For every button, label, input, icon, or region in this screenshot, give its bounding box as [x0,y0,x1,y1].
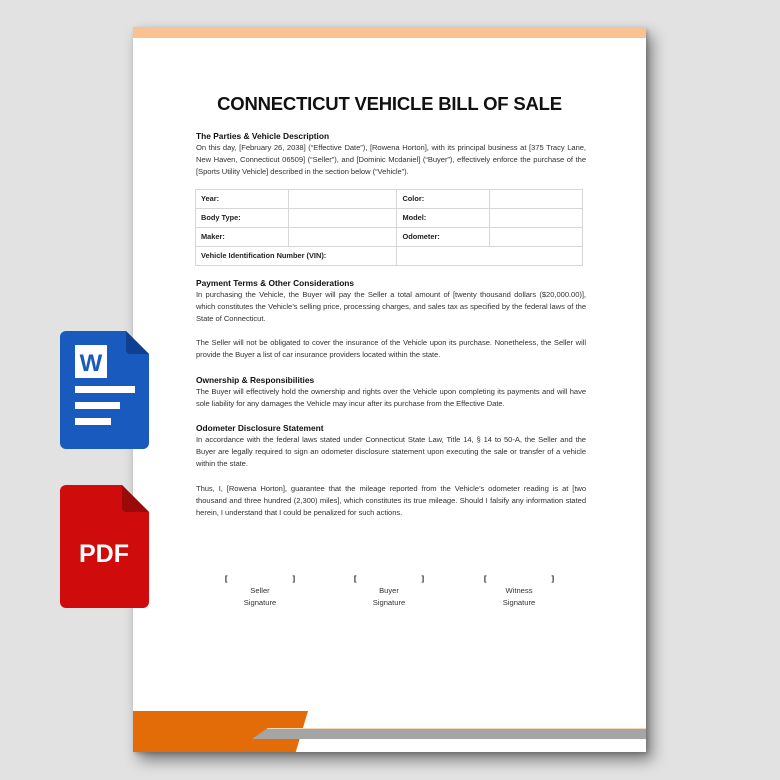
table-label-body-type: Body Type: [196,208,289,227]
signature-role: Witness [505,586,533,595]
table-label-maker: Maker: [196,227,289,246]
section-paragraph: On this day, [February 26, 2038] (“Effective Date”), [Rowena Horton], with its principal business at [375 Tracy Lane, New Haven, Connecticut 06509] (“Seller”), and [Dominic Mcdaniel] (“Buyer”), effectively enforce the purchase of the [Sports Utility Vehicle] described in the section below (“Vehicle”). [196,143,586,177]
table-value-color[interactable] [490,189,583,208]
word-document-icon[interactable] [60,331,149,449]
signature-role: Seller [250,586,270,595]
vehicle-details-table [195,189,583,266]
table-row [196,246,583,265]
signature-label: Signature [243,598,277,607]
pdf-document-icon[interactable] [60,485,149,608]
top-accent-bar [133,27,646,38]
section-heading-payment: Payment Terms & Other Considerations [196,277,355,288]
document-body [196,130,586,519]
table-row [196,189,583,208]
section-paragraph: Thus, I, [Rowena Horton], guarantee that the mileage reported from the Vehicle’s odometer reading is at [two thousand and three hundred (2,300) miles], which constitutes its true mileage. Should I falsify any information stated herein, I understand that I could be penalized for such actions. [196,483,586,518]
table-value-model[interactable] [490,208,583,227]
bracket-open: [ [484,574,487,583]
table-label-year: Year: [196,189,289,208]
table-value-vin[interactable] [397,246,583,265]
document-title: CONNECTICUT VEHICLE BILL OF SALE [217,93,562,114]
table-value-odometer[interactable] [490,227,583,246]
signature-label: Signature [372,598,406,607]
bracket-close: ] [292,574,295,583]
table-row [196,227,583,246]
table-label-odometer: Odometer: [397,227,490,246]
svg-text:W: W [79,350,103,377]
document-page [133,27,646,752]
bracket-open: [ [225,574,228,583]
bracket-close: ] [421,574,424,583]
signature-label: Signature [502,598,536,607]
bracket-close: ] [551,574,554,583]
svg-text:PDF: PDF [79,540,129,568]
buyer-signature[interactable] [354,573,424,609]
table-label-model: Model: [397,208,490,227]
table-label-vin: Vehicle Identification Number (VIN): [196,246,397,265]
table-value-maker[interactable] [288,227,397,246]
footer-gray-accent [252,728,646,739]
section-paragraph: In purchasing the Vehicle, the Buyer will pay the Seller a total amount of [twenty thousand dollars ($20,000.00)], which constitutes the Vehicle’s selling price, processing charges, and sales tax as specified by the federal laws of the State of Connecticut. [196,289,586,324]
section-heading-parties: The Parties & Vehicle Description [196,131,330,141]
witness-signature[interactable] [484,573,554,609]
seller-signature[interactable] [225,573,295,609]
section-heading-ownership: Ownership & Responsibilities [196,374,315,385]
table-value-year[interactable] [288,189,397,208]
table-value-body-type[interactable] [288,208,397,227]
bracket-open: [ [354,574,357,583]
table-label-color: Color: [397,189,490,208]
section-heading-odometer: Odometer Disclosure Statement [196,423,324,434]
table-row [196,208,583,227]
signature-role: Buyer [379,586,399,595]
section-paragraph: In accordance with the federal laws stated under Connecticut State Law, Title 14, § 14 to 50-A, the Seller and the Buyer are legally required to sign an odometer disclosure statement upon executing the sale or transfer of a vehicle within the state. [196,435,586,469]
section-paragraph: The Buyer will effectively hold the ownership and rights over the Vehicle upon completing its payments and will have sole liability for any damages the Vehicle may incur after its purchase from the Effective Date. [196,386,586,408]
section-paragraph: The Seller will not be obligated to cover the insurance of the Vehicle upon its purchase. Nonetheless, the Seller will provide the Buyer a list of car insurance providers located within the state. [196,338,586,360]
